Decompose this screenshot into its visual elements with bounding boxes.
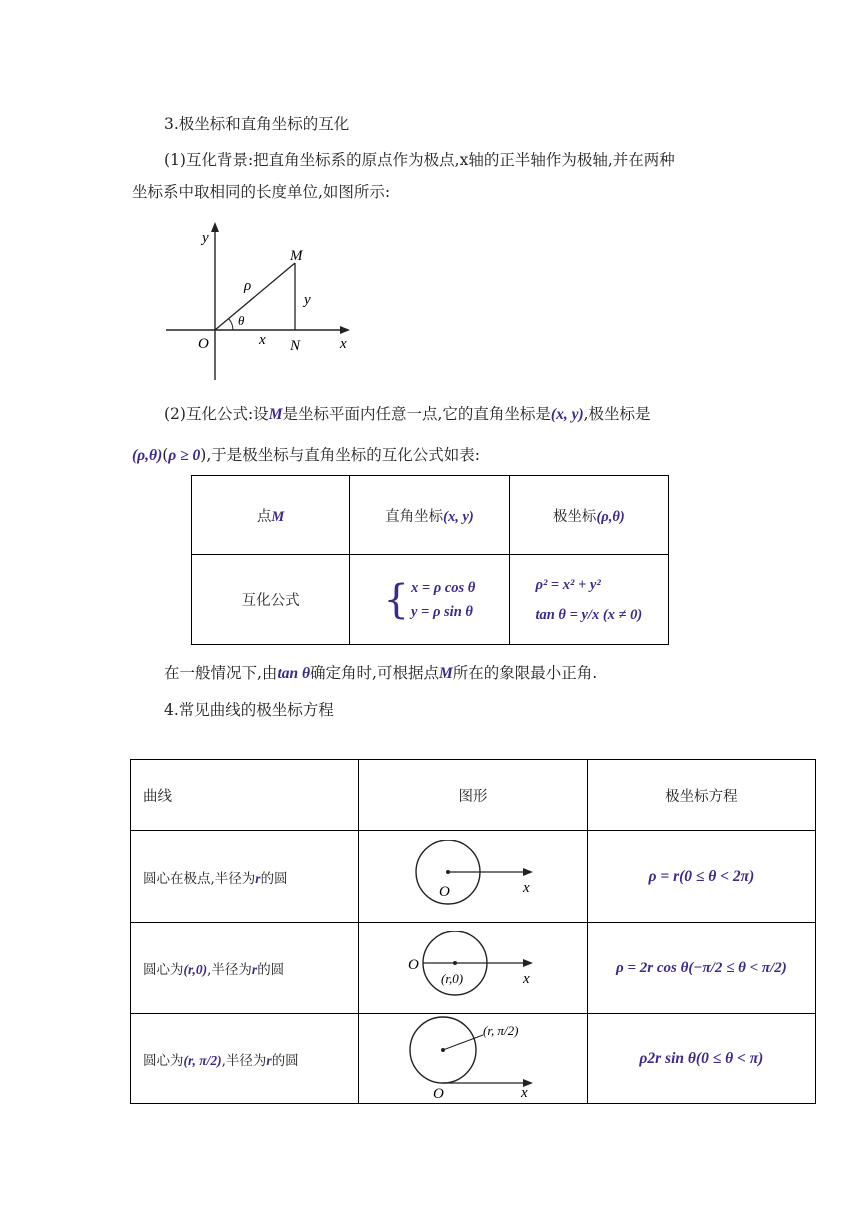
fig-origin-label: O xyxy=(198,336,209,352)
center-dot xyxy=(441,1048,445,1052)
formula-rho-squared: ρ² = x² + y² xyxy=(535,576,601,593)
p2-rho-theta-math: (ρ,θ) xyxy=(132,447,163,464)
header-figure-cell: 图形 xyxy=(359,760,588,831)
curve-table-header-row xyxy=(131,760,816,831)
origin-label: O xyxy=(432,1085,444,1099)
header-equation-cell: 极坐标方程 xyxy=(587,760,815,831)
center-label: (r, π/2) xyxy=(482,1022,519,1038)
curve-desc-text: 圆心在极点,半径为 xyxy=(143,870,256,887)
curve-desc-mid: ,半径为 xyxy=(221,1052,267,1069)
note-line xyxy=(164,661,597,683)
header-rect-text: 直角坐标 xyxy=(385,508,444,525)
polar-axis-arrow-icon xyxy=(523,868,533,876)
header-polar-cell xyxy=(509,476,668,555)
p2-condition-math: ρ ≥ 0 xyxy=(168,447,201,464)
header-point-text: 点 xyxy=(256,508,272,525)
equation-math: ρ2r sin θ(0 ≤ θ < π) xyxy=(639,1049,764,1067)
header-curve-cell: 曲线 xyxy=(131,760,359,831)
note-mid: 确定角时,可根据点 xyxy=(310,664,439,682)
fig-y-label: y xyxy=(202,230,209,246)
header-rect-xy-math: (x, y) xyxy=(443,508,474,525)
header-point-m-math: M xyxy=(271,508,285,525)
curve-figure-cell xyxy=(359,831,588,923)
curve-figure-cell xyxy=(359,1014,588,1104)
note-prefix: 在一般情况下,由 xyxy=(164,664,278,682)
p2-open-paren: ( xyxy=(162,446,169,464)
conversion-table-formula-row xyxy=(192,555,669,645)
conversion-table xyxy=(191,475,669,645)
origin-label: O xyxy=(438,883,450,900)
section-3-title: 3.极坐标和直角坐标的互化 xyxy=(164,115,350,133)
center-dot xyxy=(453,961,457,965)
y-axis-arrow-icon xyxy=(211,222,219,232)
curve-desc-mid: ,半径为 xyxy=(207,962,252,978)
center-point-math: (r, π/2) xyxy=(183,1052,222,1068)
p2-mid: 是坐标平面内任意一点,它的直角坐标是 xyxy=(282,405,551,423)
x-axis-arrow-icon xyxy=(340,326,350,334)
curve-desc-text: 圆心为 xyxy=(143,1052,184,1069)
fig-rho-label: ρ xyxy=(244,278,252,294)
origin-label: O xyxy=(407,957,419,973)
p2-rest: ),于是极坐标与直角坐标的互化公式如表: xyxy=(200,446,480,464)
theta-arc xyxy=(229,319,233,330)
note-tan-math: tan θ xyxy=(277,665,311,682)
equation-cell xyxy=(587,1014,815,1104)
fig-m-label: M xyxy=(290,248,303,264)
fig-theta-label: θ xyxy=(238,313,245,328)
header-point-cell xyxy=(192,476,350,555)
center-dot xyxy=(446,870,450,874)
rect-formula-cell xyxy=(350,555,509,645)
curve-desc-cell xyxy=(131,923,359,1014)
p2-suffix: ,极坐标是 xyxy=(583,405,651,423)
circle-sin-figure xyxy=(403,1015,543,1099)
curve-row xyxy=(131,923,816,1014)
paragraph-2-line-1 xyxy=(164,402,651,424)
paragraph-1-line-2: 坐标系中取相同的长度单位,如图所示: xyxy=(132,183,391,201)
axis-x-label: x xyxy=(522,879,530,896)
curve-desc-cell xyxy=(131,831,359,923)
curve-figure-cell xyxy=(359,923,588,1014)
header-rect-cell xyxy=(350,476,509,555)
axis-x-label: x xyxy=(520,1084,528,1099)
center-point-math: (r,0) xyxy=(183,962,208,977)
curve-row xyxy=(131,1014,816,1104)
paragraph-2-line-2 xyxy=(132,443,480,465)
fig-x-segment-label: x xyxy=(259,332,266,348)
curve-desc-tail: 的圆 xyxy=(271,1052,299,1069)
center-label: (r,0) xyxy=(440,971,463,986)
p2-xy-math: (x, y) xyxy=(550,406,584,423)
radius-r-math: r xyxy=(255,870,261,886)
fig-x-label: x xyxy=(340,336,347,352)
p2-m-math: M xyxy=(268,406,283,423)
formula-y: y = ρ sin θ xyxy=(411,603,473,620)
rho-segment xyxy=(215,263,295,330)
polar-rect-figure xyxy=(162,218,362,382)
axis-x-label: x xyxy=(522,971,530,987)
equation-cell xyxy=(587,831,815,923)
section-4-title: 4.常见曲线的极坐标方程 xyxy=(164,701,334,719)
equation-math: ρ = r(0 ≤ θ < 2π) xyxy=(648,867,755,885)
circle-cos-figure xyxy=(403,931,543,1001)
polar-formula-cell xyxy=(509,555,668,645)
formula-x: x = ρ cos θ xyxy=(411,579,476,596)
p2-prefix: (2)互化公式:设 xyxy=(164,405,269,423)
curve-row xyxy=(131,831,816,923)
brace-icon: { xyxy=(383,576,409,623)
fig-n-label: N xyxy=(290,338,301,354)
curve-desc-tail: 的圆 xyxy=(260,870,288,887)
note-suffix: 所在的象限最小正角. xyxy=(452,664,598,682)
formula-label-cell: 互化公式 xyxy=(192,555,350,645)
header-polar-rt-math: (ρ,θ) xyxy=(596,508,625,525)
radius-r-math: r xyxy=(251,962,258,977)
curve-desc-text: 圆心为 xyxy=(143,962,184,978)
equation-math: ρ = 2r cos θ(−π/2 ≤ θ < π/2) xyxy=(616,959,787,976)
note-m-math: M xyxy=(438,665,453,682)
curve-table xyxy=(130,759,816,1104)
paragraph-1-line-1: (1)互化背景:把直角坐标系的原点作为极点,x轴的正半轴作为极轴,并在两种 xyxy=(164,151,675,169)
fig-y-segment-label: y xyxy=(304,292,311,308)
leader-line xyxy=(443,1035,483,1050)
formula-tan: tan θ = y/x (x ≠ 0) xyxy=(535,606,643,623)
conversion-table-header-row xyxy=(192,476,669,555)
curve-desc-cell xyxy=(131,1014,359,1104)
curve-desc-tail: 的圆 xyxy=(257,962,285,978)
circle-at-pole-figure xyxy=(403,840,543,910)
header-polar-text: 极坐标 xyxy=(552,508,597,525)
polar-axis-arrow-icon xyxy=(523,959,533,967)
equation-cell xyxy=(587,923,815,1014)
radius-r-math: r xyxy=(266,1052,272,1068)
